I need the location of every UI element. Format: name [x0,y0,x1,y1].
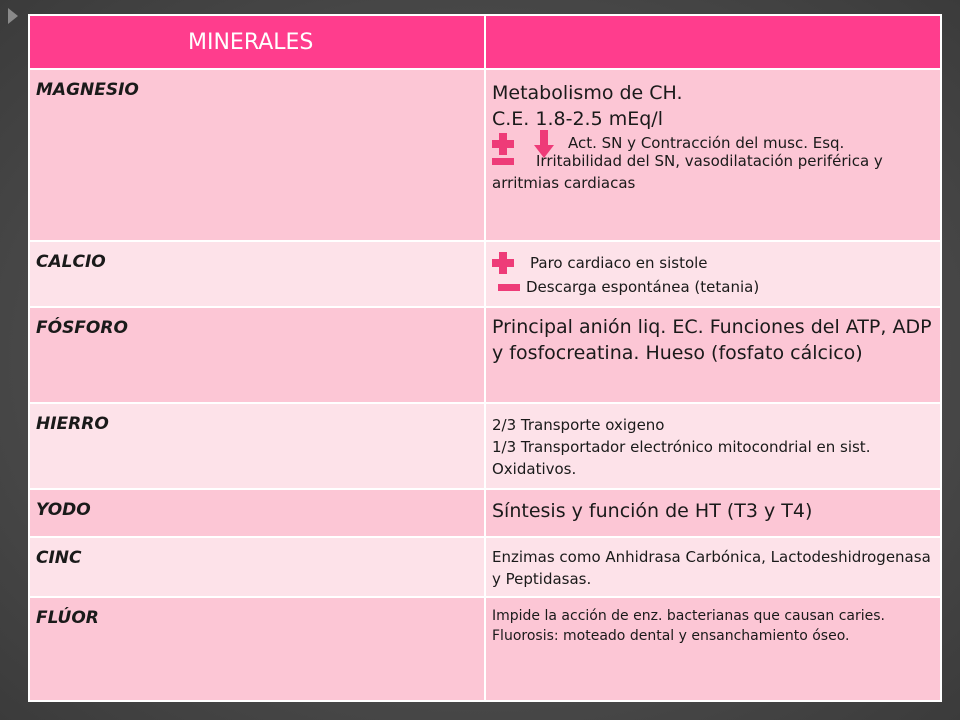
cell-label [29,69,485,241]
table-title: MINERALES [188,29,314,55]
desc-text: Principal anión liq. EC. Funciones del ATP, ADP y fosfocreatina. Hueso (fosfato cálcico) [492,316,932,364]
mineral-name: MAGNESIO [36,80,139,100]
row-calcio [29,241,941,307]
desc-line: 2/3 Transporte oxigeno [492,416,665,434]
desc-text: Enzimas como Anhidrasa Carbónica, Lactodeshidrogenasa y Peptidasas. [492,548,931,588]
cell-label [29,307,485,403]
mineral-name: CALCIO [36,252,106,272]
desc-line: Impide la acción de enz. bacterianas que causan caries. [492,608,885,624]
minus-icon [498,284,520,291]
cell-label [29,537,485,597]
cell-label [29,597,485,701]
decrease-effect: Irritabilidad del SN, vasodilatación periférica y arritmias cardiacas [492,152,883,192]
header-cell-title [29,15,485,69]
cell-desc [485,597,941,701]
cell-label [29,241,485,307]
minus-icon [492,158,514,165]
cell-desc [485,241,941,307]
mineral-name: HIERRO [36,414,109,434]
row-magnesio [29,69,941,241]
desc-line: Metabolismo de CH. [492,82,683,104]
row-hierro [29,403,941,489]
decrease-effect: Descarga espontánea (tetania) [526,278,760,296]
desc-line: C.E. 1.8-2.5 mEq/l [492,108,663,130]
mineral-name: CINC [36,548,82,568]
header-row [29,15,941,69]
cell-desc [485,403,941,489]
plus-icon [492,133,514,155]
cell-desc [485,537,941,597]
desc-text: Síntesis y función de HT (T3 y T4) [492,500,813,522]
minerals-table [28,14,942,702]
row-fluor [29,597,941,701]
increase-effect: Act. SN y Contracción del musc. Esq. [568,134,845,152]
row-fosforo [29,307,941,403]
slide-bullet-icon [8,8,18,24]
increase-effect: Paro cardiaco en sistole [530,254,708,272]
row-cinc [29,537,941,597]
row-yodo [29,489,941,537]
cell-label [29,403,485,489]
cell-desc [485,307,941,403]
cell-desc [485,489,941,537]
cell-label [29,489,485,537]
plus-icon [492,252,514,274]
cell-desc [485,69,941,241]
down-arrow-icon [534,130,554,158]
desc-line: 1/3 Transportador electrónico mitocondrial en sist. Oxidativos. [492,438,871,478]
mineral-name: YODO [36,500,91,520]
mineral-name: FÓSFORO [36,318,128,338]
header-cell-empty [485,15,941,69]
mineral-name: FLÚOR [36,608,99,628]
desc-line: Fluorosis: moteado dental y ensanchamiento óseo. [492,628,850,644]
